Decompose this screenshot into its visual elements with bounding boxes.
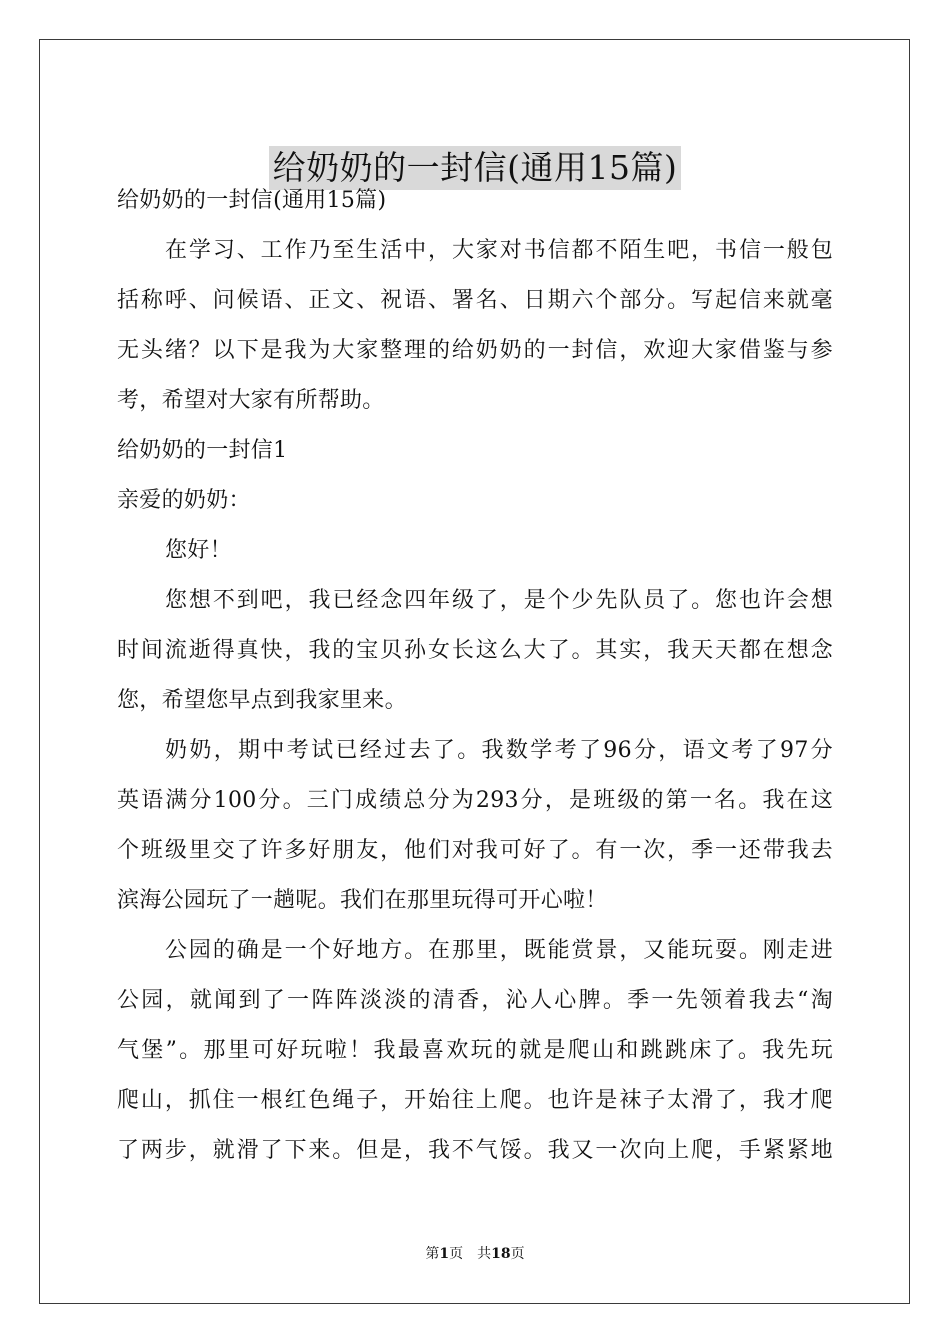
- footer-total-suffix: 页: [510, 1246, 525, 1262]
- text-line: 您，希望您早点到我家里来。: [117, 688, 407, 713]
- footer-page-suffix: 页: [449, 1246, 464, 1262]
- footer-page-prefix: 第: [425, 1246, 440, 1262]
- text-line: 公园，就闻到了一阵阵淡淡的清香，沁人心脾。季一先领着我去“淘: [117, 988, 833, 1013]
- text-line: 时间流逝得真快，我的宝贝孙女长这么大了。其实，我天天都在想念: [117, 638, 833, 663]
- text-line: 您好！: [165, 538, 232, 563]
- text-line: 奶奶，期中考试已经过去了。我数学考了96分，语文考了97分: [165, 738, 833, 763]
- text-line: 给奶奶的一封信(通用15篇): [117, 188, 387, 213]
- footer-total-number: 18: [491, 1246, 511, 1262]
- text-line: 给奶奶的一封信1: [117, 438, 288, 463]
- text-line: 爬山，抓住一根红色绳子，开始往上爬。也许是袜子太滑了，我才爬: [117, 1088, 833, 1113]
- footer-page-number: 1: [439, 1246, 450, 1262]
- text-line: 在学习、工作乃至生活中，大家对书信都不陌生吧，书信一般包: [165, 238, 833, 263]
- text-line: 了两步，就滑了下来。但是，我不气馁。我又一次向上爬，手紧紧地: [117, 1138, 833, 1163]
- text-line: 考，希望对大家有所帮助。: [117, 388, 385, 413]
- page-footer: [0, 1244, 950, 1264]
- text-line: 英语满分100分。三门成绩总分为293分，是班级的第一名。我在这: [117, 788, 833, 813]
- text-line: 括称呼、问候语、正文、祝语、署名、日期六个部分。写起信来就毫: [117, 288, 833, 313]
- text-line: 气堡”。那里可好玩啦！我最喜欢玩的就是爬山和跳跳床了。我先玩: [117, 1038, 833, 1063]
- text-line: 滨海公园玩了一趟呢。我们在那里玩得可开心啦！: [117, 888, 608, 913]
- document-title: 给奶奶的一封信(通用15篇): [269, 146, 682, 190]
- footer-total-prefix: 共: [477, 1246, 492, 1262]
- text-line: 您想不到吧，我已经念四年级了，是个少先队员了。您也许会想: [165, 588, 833, 613]
- text-line: 个班级里交了许多好朋友，他们对我可好了。有一次，季一还带我去: [117, 838, 833, 863]
- document-body: [117, 176, 833, 1176]
- text-line: 公园的确是一个好地方。在那里，既能赏景，又能玩耍。刚走进: [165, 938, 833, 963]
- text-line: 亲爱的奶奶：: [117, 488, 251, 513]
- text-line: 无头绪？以下是我为大家整理的给奶奶的一封信，欢迎大家借鉴与参: [117, 338, 833, 363]
